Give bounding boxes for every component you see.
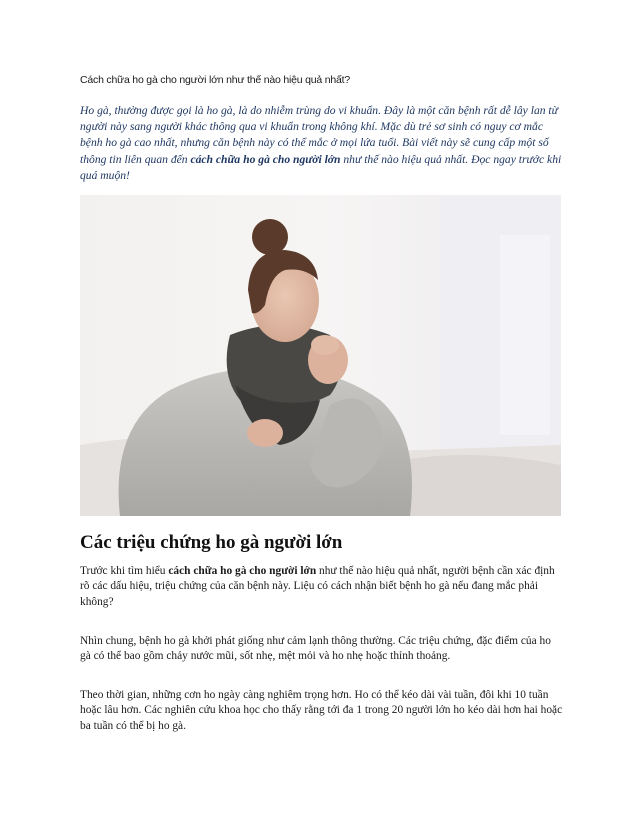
paragraph-1 [80,564,564,610]
paragraph-3: Theo thời gian, những cơn ho ngày càng nghiêm trọng hơn. Ho có thể kéo dài vài tuần, đôi khi 10 tuần hoặc lâu hơn. Các nghiên cứu khoa học cho thấy rằng tới đa 1 trong 20 người lớn ho kéo dài hơn hai hoặc ba tuần có thể bị ho gà. [80,689,563,732]
intro-paragraph [80,103,562,184]
document-title: Cách chữa ho gà cho người lớn như thế nào hiệu quả nhất? [80,74,351,86]
intro-keyword: cách chữa ho gà cho người lớn [190,152,341,166]
paragraph-2: Nhìn chung, bệnh ho gà khởi phát giống như cảm lạnh thông thường. Các triệu chứng, đặc điểm của ho gà có thể bao gồm chảy nước mũi, sốt nhẹ, mệt mỏi và ho nhẹ hoặc thỉnh thoảng. [80,635,551,663]
paragraph-1-start: Trước khi tìm hiểu [80,565,169,577]
paragraph-1-keyword: cách chữa ho gà cho người lớn [168,565,317,577]
intro-text-end: như thế nào hiệu quả nhất. Đọc ngay trước khi quá muộn! [80,152,562,182]
intro-text-start: Ho gà, thường được gọi là ho gà, là do nhiễm trùng do vi khuẩn. Đây là một căn bệnh rất dễ lây lan từ người này sang người khác thông qua vi khuẩn trong không khí. Mặc dù trẻ sơ sinh có nguy cơ mắc bệnh ho gà cao nhất, nhưng căn bệnh này có thể mắc ở mọi lứa tuổi. Bài viết này sẽ cung cấp một số thông tin liên quan đến [80,104,558,166]
woman-coughing-photo [80,195,561,516]
paragraph-1-end: như thế nào hiệu quả nhất, người bệnh cần xác định rõ các dấu hiệu, triệu chứng của căn bệnh này. Liệu có cách nhận biết bệnh ho gà nếu đang mắc phải không? [80,565,555,608]
section-heading: Các triệu chứng ho gà người lớn [80,532,343,553]
